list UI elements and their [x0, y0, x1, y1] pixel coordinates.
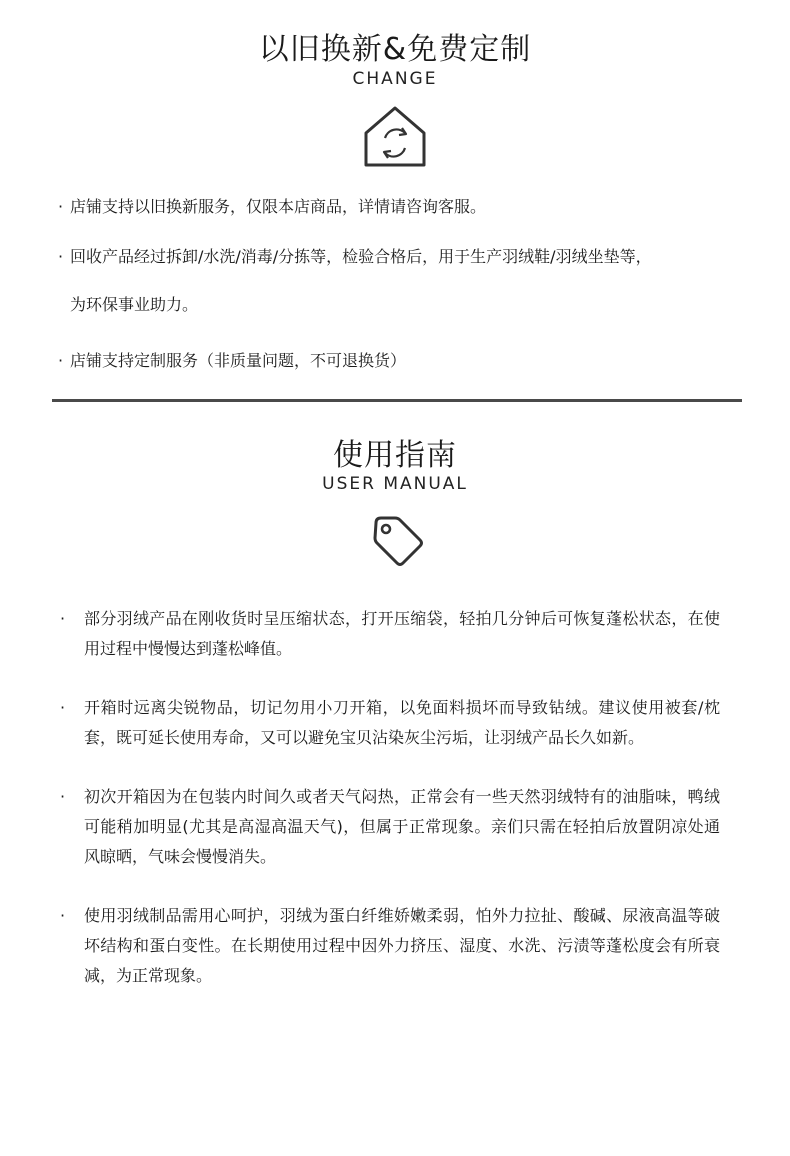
- bullet: ·: [58, 247, 64, 266]
- list-item: [60, 693, 720, 753]
- list-item-text: 使用羽绒制品需用心呵护，羽绒为蛋白纤维娇嫩柔弱，怕外力拉扯、酸碱、尿液高温等破坏结构和蛋白变性。在长期使用过程中因外力挤压、湿度、水洗、污渍等蓬松度会有所衰减，为正常现象。: [84, 906, 720, 985]
- section2-subtitle: USER MANUAL: [322, 474, 468, 494]
- list-item-text: 为环保事业助力。: [70, 295, 199, 314]
- list-item-text: 部分羽绒产品在刚收货时呈压缩状态，打开压缩袋，轻拍几分钟后可恢复蓬松状态，在使用过程中慢慢达到蓬松峰值。: [84, 609, 720, 658]
- section1-subtitle: CHANGE: [352, 69, 438, 89]
- list-item-text: 店铺支持以旧换新服务，仅限本店商品，详情请咨询客服。: [70, 197, 487, 216]
- section1-list: [58, 195, 748, 389]
- list-item: [58, 349, 748, 389]
- list-item-continuation: [58, 293, 748, 349]
- list-item-text: 回收产品经过拆卸/水洗/消毒/分拣等，检验合格后，用于生产羽绒鞋/羽绒坐垫等，: [70, 247, 652, 266]
- list-item: [60, 901, 720, 991]
- list-item: [58, 195, 748, 245]
- bullet: ·: [60, 906, 66, 925]
- house-recycle-icon: [360, 103, 430, 169]
- list-item-text: 店铺支持定制服务（非质量问题，不可退换货）: [70, 351, 407, 370]
- section-divider: [52, 399, 742, 402]
- tag-icon: [370, 513, 426, 569]
- bullet: ·: [60, 787, 66, 806]
- section2-title: 使用指南: [333, 438, 457, 473]
- list-item: [58, 245, 748, 293]
- list-item-text: 开箱时远离尖锐物品，切记勿用小刀开箱，以免面料损坏而导致钻绒。建议使用被套/枕套，既可延长使用寿命，又可以避免宝贝沾染灰尘污垢，让羽绒产品长久如新。: [84, 698, 720, 747]
- list-item-text: 初次开箱因为在包装内时间久或者天气闷热，正常会有一些天然羽绒特有的油脂味，鸭绒可能稍加明显(尤其是高湿高温天气)，但属于正常现象。亲们只需在轻拍后放置阴凉处通风晾晒，气味会慢慢消失。: [84, 787, 720, 866]
- section1-title: 以旧换新&免费定制: [258, 32, 532, 67]
- list-item: [60, 782, 720, 872]
- bullet: ·: [60, 609, 66, 628]
- section2-list: [60, 604, 720, 991]
- bullet: ·: [58, 197, 64, 216]
- bullet: ·: [58, 351, 64, 370]
- bullet: ·: [60, 698, 66, 717]
- list-item: [60, 604, 720, 664]
